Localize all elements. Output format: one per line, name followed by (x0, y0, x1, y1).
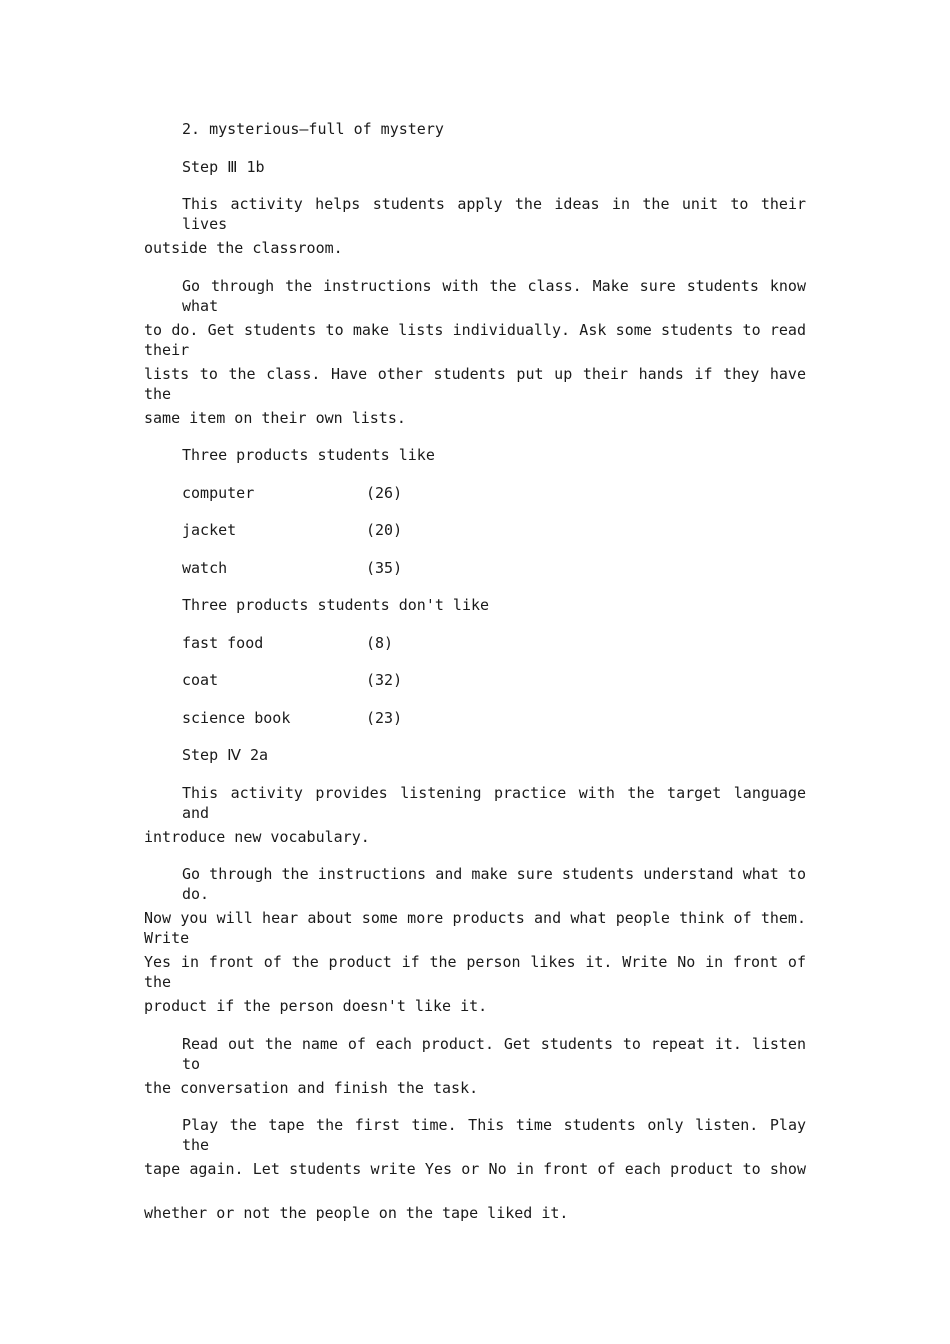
paragraph-line: Now you will hear about some more products and what people think of them. Write (144, 909, 806, 947)
paragraph-line: whether or not the people on the tape liked it. (144, 1204, 569, 1222)
list-item-count: (32) (366, 671, 403, 689)
paragraph-line: Go through the instructions and make sure students understand what to do. (182, 865, 806, 903)
list-item-name: coat (182, 671, 219, 689)
list-item-count: (23) (366, 709, 403, 727)
list-item-count: (35) (366, 559, 403, 577)
paragraph-line: the conversation and finish the task. (144, 1079, 479, 1097)
list-item-name: watch (182, 559, 228, 577)
paragraph-line: This activity helps students apply the ideas in the unit to their lives (182, 195, 806, 233)
list-item-name: fast food (182, 634, 264, 652)
paragraph-line: introduce new vocabulary. (144, 828, 370, 846)
disliked-list-heading: Three products students don't like (182, 596, 490, 614)
list-item-name: science book (182, 709, 291, 727)
list-item-count: (26) (366, 484, 403, 502)
list-item-count: (20) (366, 521, 403, 539)
paragraph-line: Play the tape the first time. This time students only listen. Play the (182, 1116, 806, 1154)
paragraph-line: tape again. Let students write Yes or No in front of each product to show (144, 1160, 806, 1178)
paragraph-line: to do. Get students to make lists individually. Ask some students to read their (144, 321, 806, 359)
paragraph-line: same item on their own lists. (144, 409, 406, 427)
paragraph-line: This activity provides listening practice with the target language and (182, 784, 806, 822)
paragraph-line: outside the classroom. (144, 239, 343, 257)
paragraph-line: lists to the class. Have other students put up their hands if they have the (144, 365, 806, 403)
liked-list-heading: Three products students like (182, 446, 435, 464)
paragraph-line: Yes in front of the product if the person likes it. Write No in front of the (144, 953, 806, 991)
paragraph-line: Go through the instructions with the class. Make sure students know what (182, 277, 806, 315)
list-item-name: jacket (182, 521, 237, 539)
paragraph-line: Read out the name of each product. Get students to repeat it. listen to (182, 1035, 806, 1073)
list-item-name: computer (182, 484, 255, 502)
vocab-item-2: 2. mysterious—full of mystery (182, 120, 444, 138)
paragraph-line: product if the person doesn't like it. (144, 997, 488, 1015)
step-4-heading: Step Ⅳ 2a (182, 746, 269, 764)
list-item-count: (8) (366, 634, 394, 652)
step-3-heading: Step Ⅲ 1b (182, 158, 265, 176)
